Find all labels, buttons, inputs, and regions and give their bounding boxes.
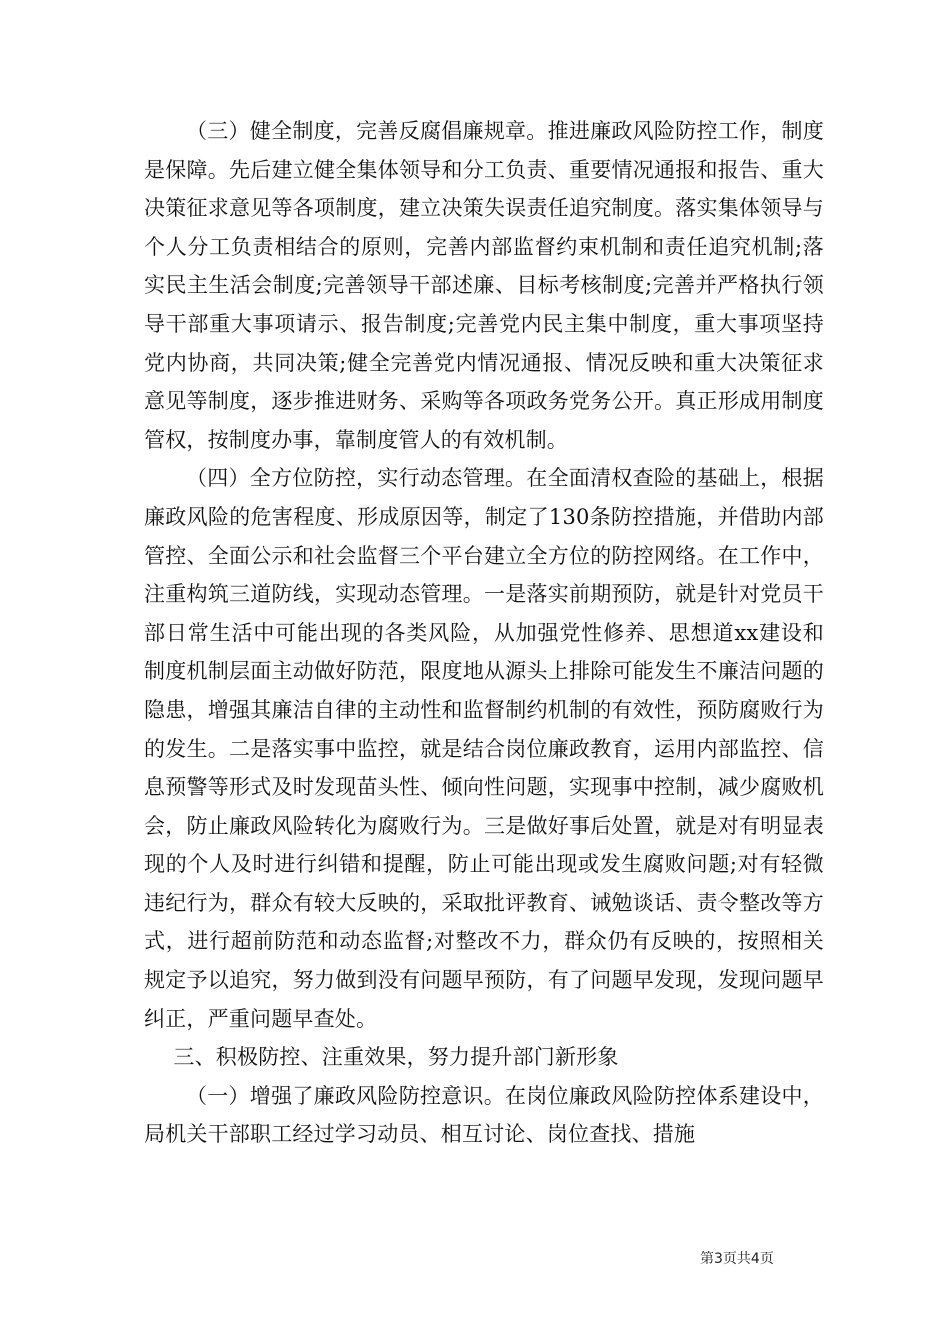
document-body bbox=[144, 112, 824, 1154]
paragraph-institution-building: （三）健全制度，完善反腐倡廉规章。推进廉政风险防控工作，制度是保障。先后建立健全集体领导和分工负责、重要情况通报和报告、重大决策征求意见等各项制度，建立决策失误责任追究制度。落实集体领导与个人分工负责相结合的原则，完善内部监督约束机制和责任追究机制;落实民主生活会制度;完善领导干部述廉、目标考核制度;完善并严格执行领导干部重大事项请示、报告制度;完善党内民主集中制度，重大事项坚持党内协商，共同决策;健全完善党内情况通报、情况反映和重大决策征求意见等制度，逐步推进财务、采购等各项政务党务公开。真正形成用制度管权，按制度办事，靠制度管人的有效机制。 bbox=[144, 119, 824, 452]
paragraph-risk-awareness: （一）增强了廉政风险防控意识。在岗位廉政风险防控体系建设中，局机关干部职工经过学习动员、相互讨论、岗位查找、措施 bbox=[144, 1083, 824, 1147]
paragraph-dynamic-management: （四）全方位防控，实行动态管理。在全面清权查险的基础上，根据廉政风险的危害程度、形成原因等，制定了130条防控措施，并借助内部管控、全面公示和社会监督三个平台建立全方位的防控网络。在工作中，注重构筑三道防线，实现动态管理。一是落实前期预防，就是针对党员干部日常生活中可能出现的各类风险，从加强党性修养、思想道xx建设和制度机制层面主动做好防范，限度地从源头上排除可能发生不廉洁问题的隐患，增强其廉洁自律的主动性和监督制约机制的有效性，预防腐败行为的发生。二是落实事中监控，就是结合岗位廉政教育，运用内部监控、信息预警等形式及时发现苗头性、倾向性问题，实现事中控制，减少腐败机会，防止廉政风险转化为腐败行为。三是做好事后处置，就是对有明显表现的个人及时进行纠错和提醒，防止可能出现或发生腐败问题;对有轻微违纪行为，群众有较大反映的，采取批评教育、诫勉谈话、责令整改等方式，进行超前防范和动态监督;对整改不力，群众仍有反映的，按照相关规定予以追究，努力做到没有问题早预防，有了问题早发现，发现问题早纠正，严重问题早查处。 bbox=[144, 466, 824, 1031]
section-heading: 三、积极防控、注重效果，努力提升部门新形象 bbox=[173, 1045, 619, 1070]
page-number: 第3页共4页 bbox=[700, 1251, 774, 1267]
